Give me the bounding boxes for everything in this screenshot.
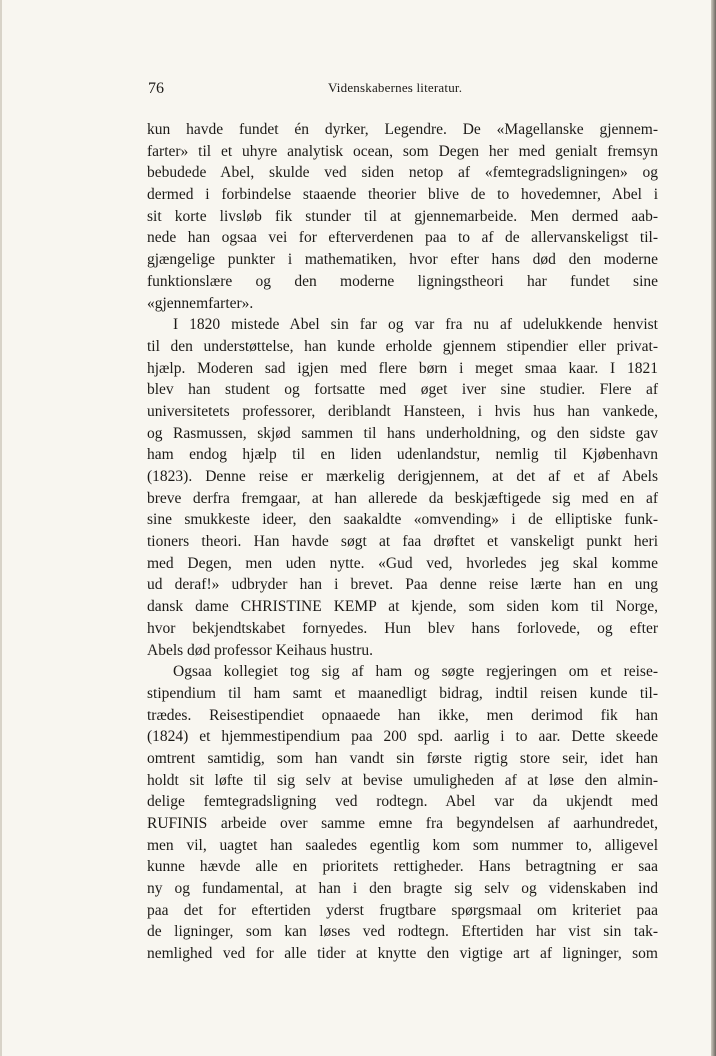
page-number: 76: [148, 80, 164, 97]
text-line: ud deraf!» udbryder han i brevet. Paa denne reise lærte han en ung: [147, 576, 658, 594]
text-line: holdt sit løfte til sig selv at bevise umuligheden af at løse den almin-: [147, 771, 658, 789]
text-line: stipendium til ham samt et maanedligt bidrag, indtil reisen kunde til-: [147, 684, 658, 702]
text-line: med Degen, men uden nytte. «Gud ved, hvorledes jeg skal komme: [147, 554, 658, 572]
text-line: omtrent samtidig, som han vandt sin første rigtig store seir, idet han: [147, 749, 658, 767]
page-right-edge-shadow: [711, 0, 716, 1056]
text-line: Abels død professor Keihaus hustru.: [147, 641, 374, 659]
text-line: nemlighed ved for alle tider at knytte den vigtige art af ligninger, som: [147, 945, 658, 963]
text-line: ham endog hjælp til en liden udenlandstur, nemlig til Kjøbenhavn: [147, 446, 658, 464]
text-line: hvor bekjendtskabet fornyedes. Hun blev hans forlovede, og efter: [147, 619, 658, 637]
text-line: breve derfra fremgaar, at han allerede da beskjæftigede sig med en af: [147, 489, 658, 507]
text-line: sit korte livsløb fik stunder til at gjennemarbeide. Men dermed aab-: [147, 207, 658, 225]
text-line: dansk dame CHRISTINE KEMP at kjende, som siden kom til Norge,: [147, 598, 658, 616]
text-line: kun havde fundet én dyrker, Legendre. De «Magellanske gjennem-: [147, 121, 658, 138]
text-line: I 1820 mistede Abel sin far og var fra nu af udelukkende henvist: [173, 316, 658, 334]
text-line: og Rasmussen, skjød sammen til hans underholdning, og den sidste gav: [147, 424, 658, 442]
page-left-edge: [0, 0, 2, 1056]
running-head: Videnskabernes literatur.: [328, 80, 463, 95]
text-line: (1824) et hjemmestipendium paa 200 spd. aarlig i to aar. Dette skeede: [147, 728, 658, 746]
text-line: de ligninger, som kan løses ved rodtegn. Eftertiden har vist sin tak-: [147, 923, 658, 941]
text-line: blev han student og fortsatte med øget iver sine studier. Flere af: [147, 381, 658, 399]
text-line: RUFINIS arbeide over samme emne fra begyndelsen af aarhundredet,: [147, 815, 658, 832]
body-text: [147, 119, 658, 965]
text-line: Ogsaa kollegiet tog sig af ham og søgte regjeringen om et reise-: [173, 663, 658, 681]
text-line: universitetets professorer, deriblandt Hansteen, i hvis hus han vankede,: [147, 402, 658, 420]
text-line: farter» til et uhyre analytisk ocean, som Degen her med genialt fremsyn: [147, 142, 658, 160]
text-line: nede han ogsaa vei for efterverdenen paa to af de allervanskeligst til-: [147, 229, 658, 247]
text-line: men vil, uagtet han saaledes egentlig kom som nummer to, alligevel: [147, 836, 658, 854]
text-line: sine smukkeste ideer, den saakaldte «omvending» i de elliptiske funk-: [147, 511, 658, 529]
text-line: tioners theori. Han havde søgt at faa drøftet et vanskeligt punkt heri: [147, 533, 658, 551]
text-line: dermed i forbindelse staaende theorier blive de to hovedemner, Abel i: [147, 186, 658, 204]
page-header: [148, 80, 660, 100]
text-line: bebudede Abel, skulde ved siden netop af «femtegradsligningen» og: [147, 164, 658, 182]
text-line: delige femtegradsligning ved rodtegn. Abel var da ukjendt med: [147, 793, 658, 811]
text-line: (1823). Denne reise er mærkelig derigjennem, at det af et af Abels: [147, 468, 658, 485]
text-line: funktionslære og den moderne ligningstheori har fundet sine: [147, 272, 658, 290]
text-line: hjælp. Moderen sad igjen med flere børn i meget smaa kaar. I 1821: [147, 359, 658, 377]
text-line: gjængelige punkter i mathematiken, hvor efter hans død den moderne: [147, 251, 658, 269]
text-line: paa det for eftertiden yderst frugtbare spørgsmaal om kriteriet paa: [147, 901, 658, 919]
text-line: trædes. Reisestipendiet opnaaede han ikke, men derimod fik han: [147, 706, 658, 724]
text-line: «gjennemfarter».: [147, 294, 254, 312]
text-line: kunne hævde alle en prioritets rettigheder. Hans betragtning er saa: [147, 858, 658, 876]
text-line: ny og fundamental, at han i den bragte sig selv og videnskaben ind: [147, 880, 658, 898]
text-line: til den understøttelse, han kunde erholde gjennem stipendier eller privat-: [147, 337, 658, 355]
